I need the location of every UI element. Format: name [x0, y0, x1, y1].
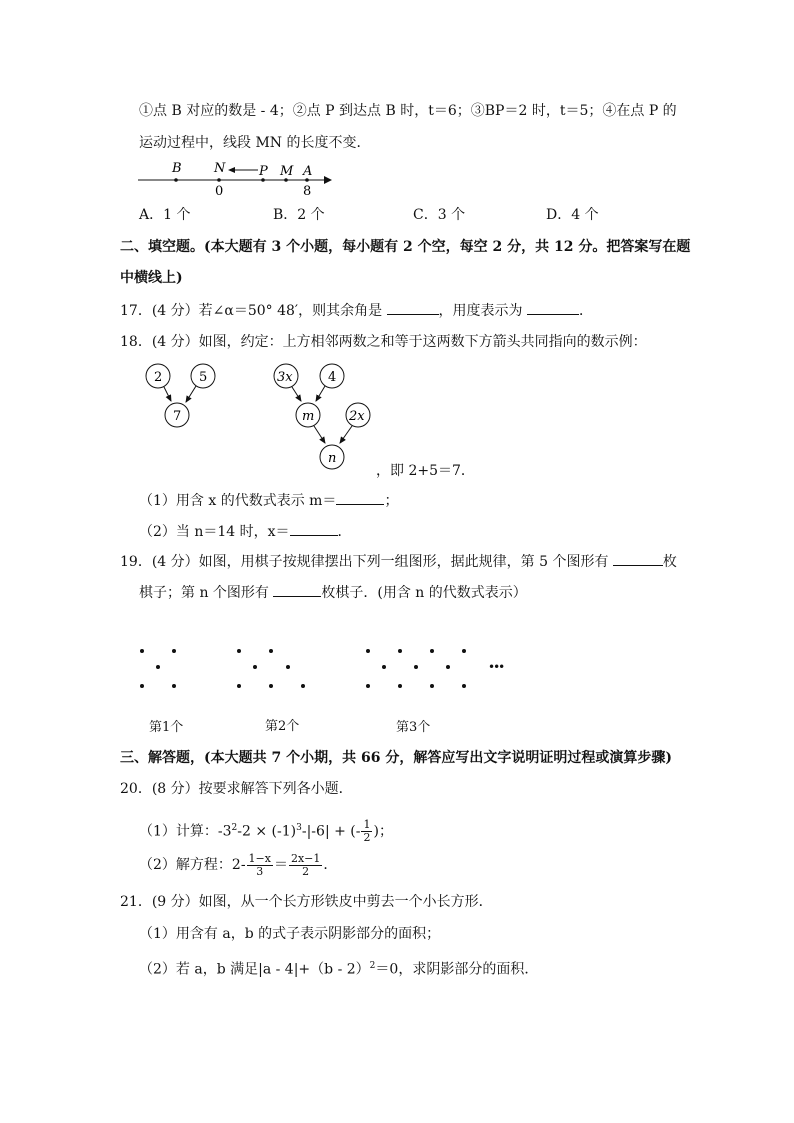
numberline-label-n: N	[214, 161, 226, 176]
q17: 17．(4 分）若∠α＝50° 48′，则其余角是 ，用度表示为 ．	[120, 300, 593, 321]
q18-sub2: （2）当 n＝14 时，x＝ ．	[139, 521, 352, 542]
q16-option-b: B．2 个	[273, 207, 325, 223]
piece	[382, 665, 386, 669]
tree-node-n: n	[328, 451, 337, 466]
piece	[286, 665, 290, 669]
piece	[430, 649, 434, 653]
q19-label-1: 第1个	[149, 720, 184, 735]
q17-blank-2[interactable]	[527, 300, 579, 315]
example-node-2: 2	[154, 370, 163, 385]
q20-sub1: （1）计算：$-3^2-2 \times (-1)^3-|-6|$ + (- $\frac{1}{2}$ )；	[139, 818, 393, 845]
piece	[398, 649, 402, 653]
q16-option-a: A．1 个	[139, 207, 191, 223]
piece	[398, 684, 402, 688]
piece	[414, 665, 418, 669]
q18-example-note: ，即 2+5＝7．	[376, 463, 475, 479]
q18-stem: 18．(4 分）如图，约定：上方相邻两数之和等于这两数下方箭头共同指向的数示例：	[120, 334, 647, 350]
q20-sub2: （2）解方程：2- $\frac{1-x}{3}$ ＝ $\frac{2x-1}{2}$ ．	[139, 851, 338, 878]
piece	[172, 684, 176, 688]
tree-node-4: 4	[328, 370, 337, 385]
section3-title: 三、解答题，(本大题共 7 个小期，共 66 分，解答应写出文字说明证明过程或演算步骤)	[120, 750, 672, 766]
piece	[462, 684, 466, 688]
piece	[446, 665, 450, 669]
q19-line1: 19．(4 分）如图，用棋子按规律摆出下列一组图形，据此规律，第 5 个图形有 枚	[120, 551, 677, 572]
piece	[430, 684, 434, 688]
section2-title: 二、填空题。(本大题有 3 个小题，每小题有 2 个空，每空 2 分，共 12 分。把答案写在题	[120, 239, 691, 255]
numberline-label-a: A	[303, 164, 313, 179]
piece	[253, 665, 257, 669]
example-node-7: 7	[173, 409, 182, 424]
piece	[366, 684, 370, 688]
q16-option-c: C．3 个	[413, 207, 466, 223]
q21-sub2: （2）若 a，b 满足|a - 4|+（b - 2）$^2$＝0，求阴影部分的面积．	[139, 961, 539, 978]
q18-blank-x[interactable]	[290, 521, 338, 536]
piece	[462, 649, 466, 653]
numberline-label-8: 8	[303, 184, 312, 199]
piece	[269, 684, 273, 688]
q16-option-d: D．4 个	[546, 207, 599, 223]
q21-stem: 21．(9 分）如图，从一个长方形铁皮中剪去一个小长方形．	[120, 894, 493, 910]
q17-blank-1[interactable]	[387, 300, 439, 315]
q20-fraction-half: $\frac{1}{2}$	[363, 818, 371, 845]
q18-example-diagram	[140, 362, 230, 432]
q19-line2: 棋子；第 n 个图形有 枚棋子．(用含 n 的代数式表示）	[139, 582, 527, 603]
q20-stem: 20．(8 分）按要求解答下列各小题．	[120, 781, 353, 797]
piece	[301, 684, 305, 688]
q20-fraction-2: $\frac{2x-1}{2}$	[290, 851, 321, 878]
piece	[269, 649, 273, 653]
q19-ellipsis: •••	[488, 660, 504, 674]
q18-sub1: （1）用含 x 的代数式表示 m＝ ；	[139, 490, 398, 511]
example-node-5: 5	[199, 370, 208, 385]
q19-label-2: 第2个	[265, 719, 300, 734]
q19-label-3: 第3个	[396, 720, 431, 735]
q16-statements: ①点 B 对应的数是 - 4；②点 P 到达点 B 时，t＝6；③BP＝2 时，t＝5；④在点 P 的	[139, 103, 677, 119]
piece	[237, 684, 241, 688]
piece	[156, 665, 160, 669]
q16-statements-line2: 运动过程中，线段 MN 的长度不变．	[139, 135, 371, 151]
piece	[140, 684, 144, 688]
piece	[366, 649, 370, 653]
tree-node-2x: 2x	[349, 409, 365, 424]
q20-fraction-1: $\frac{1-x}{3}$	[248, 851, 271, 878]
numberline-label-0: 0	[215, 184, 224, 199]
piece	[140, 649, 144, 653]
piece	[172, 649, 176, 653]
q19-blank-2[interactable]	[273, 582, 321, 597]
section2-title-line2: 中横线上)	[120, 270, 183, 286]
q18-blank-m[interactable]	[336, 490, 384, 505]
tree-node-3x: 3x	[277, 370, 293, 385]
numberline-label-m: M	[280, 164, 294, 179]
tree-node-m: m	[302, 409, 315, 424]
numberline-label-p: P	[259, 164, 268, 179]
q21-sub1: （1）用含有 a，b 的式子表示阴影部分的面积；	[139, 926, 441, 942]
q18-tree-diagram	[270, 362, 380, 474]
q19-blank-1[interactable]	[613, 551, 663, 566]
piece	[237, 649, 241, 653]
numberline-label-b: B	[172, 161, 182, 176]
q16-number-line	[138, 160, 338, 200]
